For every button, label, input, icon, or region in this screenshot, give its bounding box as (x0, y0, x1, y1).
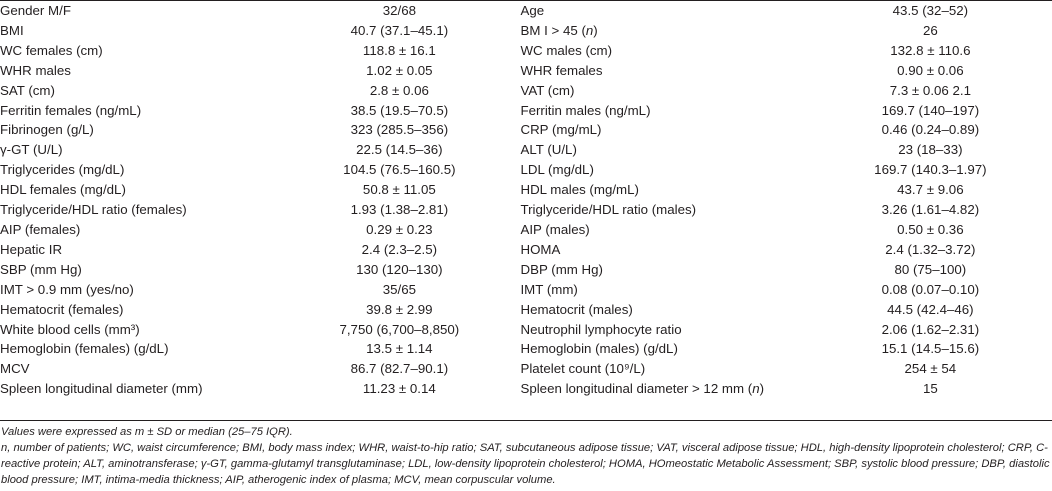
left-label: Fibrinogen (g/L) (0, 122, 94, 138)
left-label: Spleen longitudinal diameter (mm) (0, 381, 203, 397)
left-value: 22.5 (14.5–36) (356, 142, 443, 158)
right-label: WC males (cm) (520, 42, 613, 58)
left-value: 38.5 (19.5–70.5) (350, 102, 449, 118)
characteristics-table (0, 1, 1052, 399)
left-label: Ferritin females (ng/mL) (0, 102, 142, 118)
left-label: Triglyceride/HDL ratio (females) (0, 202, 187, 218)
table-body (0, 1, 1052, 399)
left-label: Hemoglobin (females) (g/dL) (0, 341, 169, 357)
right-value: 169.7 (140.3–1.97) (874, 162, 987, 178)
table-row (0, 120, 1052, 140)
left-label: MCV (0, 361, 30, 377)
table-row (0, 81, 1052, 101)
right-value: 15.1 (14.5–15.6) (881, 341, 980, 357)
left-value: 130 (120–130) (356, 261, 443, 277)
right-value: 43.7 ± 9.06 (897, 182, 964, 198)
right-label: IMT (mm) (520, 281, 578, 297)
right-label: Platelet count (10⁹/L) (520, 361, 646, 377)
left-label: HDL females (mg/dL) (0, 182, 126, 198)
right-value: 169.7 (140–197) (881, 102, 980, 118)
table-footnotes (1, 424, 1050, 488)
left-value: 50.8 ± 11.05 (362, 182, 436, 198)
right-value: 0.50 ± 0.36 (897, 221, 964, 237)
table-row (0, 320, 1052, 340)
table-row (0, 101, 1052, 121)
left-value: 86.7 (82.7–90.1) (350, 361, 449, 377)
left-label: AIP (females) (0, 221, 81, 237)
right-value: 254 ± 54 (904, 361, 957, 377)
right-label: BM I > 45 (n) (520, 22, 598, 38)
left-value: 35/65 (382, 281, 416, 297)
left-label: SBP (mm Hg) (0, 261, 82, 277)
left-value: 118.8 ± 16.1 (362, 42, 436, 58)
table-row (0, 41, 1052, 61)
right-label: Triglyceride/HDL ratio (males) (520, 202, 697, 218)
left-label: White blood cells (mm³) (0, 321, 140, 337)
right-label: ALT (U/L) (520, 142, 577, 158)
left-label: Hepatic IR (0, 241, 63, 257)
left-value: 39.8 ± 2.99 (366, 301, 433, 317)
left-label: SAT (cm) (0, 82, 55, 98)
left-label: IMT > 0.9 mm (yes/no) (0, 281, 134, 297)
left-label: WC females (cm) (0, 42, 103, 58)
right-value: 7.3 ± 0.06 2.1 (889, 82, 971, 98)
right-value: 0.08 (0.07–0.10) (881, 281, 980, 297)
left-value: 2.8 ± 0.06 (369, 82, 429, 98)
table-row (0, 1, 1052, 21)
right-label: HDL males (mg/mL) (520, 182, 639, 198)
bottom-rule (0, 420, 1052, 421)
left-value: 13.5 ± 1.14 (366, 341, 433, 357)
right-label: Neutrophil lymphocyte ratio (520, 321, 682, 337)
table-row (0, 200, 1052, 220)
table-row (0, 240, 1052, 260)
right-label: WHR females (520, 62, 603, 78)
table-row (0, 339, 1052, 359)
left-value: 0.29 ± 0.23 (366, 221, 433, 237)
right-label: Hematocrit (males) (520, 301, 633, 317)
table-row (0, 61, 1052, 81)
right-label: HOMA (520, 241, 561, 257)
left-value: 2.4 (2.3–2.5) (361, 241, 438, 257)
footnote-values: Values were expressed as m ± SD or median (25–75 IQR). (1, 426, 293, 438)
table-row (0, 359, 1052, 379)
left-value: 104.5 (76.5–160.5) (343, 162, 456, 178)
right-value: 23 (18–33) (898, 142, 963, 158)
left-label: γ-GT (U/L) (0, 142, 63, 158)
table-row (0, 280, 1052, 300)
table-row (0, 260, 1052, 280)
right-value: 0.46 (0.24–0.89) (881, 122, 980, 138)
right-value: 80 (75–100) (894, 261, 967, 277)
left-value: 7,750 (6,700–8,850) (339, 321, 460, 337)
right-label: Age (520, 3, 545, 18)
right-value: 15 (922, 381, 938, 397)
left-label: Gender M/F (0, 3, 71, 18)
left-label: BMI (0, 22, 24, 38)
right-value: 2.4 (1.32–3.72) (885, 241, 976, 257)
right-label: VAT (cm) (520, 82, 575, 98)
left-label: WHR males (0, 62, 71, 78)
table-row (0, 300, 1052, 320)
table-row (0, 21, 1052, 41)
right-label: Spleen longitudinal diameter > 12 mm (n) (520, 381, 765, 397)
right-value: 44.5 (42.4–46) (887, 301, 974, 317)
table-row (0, 160, 1052, 180)
right-label: Ferritin males (ng/mL) (520, 102, 651, 118)
right-value: 0.90 ± 0.06 (897, 62, 964, 78)
footnote-abbreviations: n, number of patients; WC, waist circumference; BMI, body mass index; WHR, waist-to-hip ratio; SAT, subcutaneous adipose tissue; VAT, visceral adipose tissue; HDL, high-density lipoprotein cholesterol; CRP, C-reactive protein; ALT, aminotransferase; γ-GT, gamma-glutamyl transglutaminase; LDL, low-density lipoprotein cholesterol; HOMA, HOmeostatic Metabolic Assessment; SBP, systolic blood pressure; DBP, diastolic blood pressure; IMT, intima-media thickness; AIP, atherogenic index of plasma; MCV, mean corpuscular volume. (1, 442, 1050, 487)
left-value: 11.23 ± 0.14 (362, 381, 436, 397)
right-label: LDL (mg/dL) (520, 162, 594, 178)
left-value: 1.93 (1.38–2.81) (350, 202, 449, 218)
left-label: Triglycerides (mg/dL) (0, 162, 125, 178)
right-label: AIP (males) (520, 221, 590, 237)
right-value: 2.06 (1.62–2.31) (881, 321, 980, 337)
right-label: CRP (mg/mL) (520, 122, 602, 138)
left-value: 1.02 ± 0.05 (366, 62, 433, 78)
right-label: DBP (mm Hg) (520, 261, 603, 277)
table-row (0, 220, 1052, 240)
table-row (0, 180, 1052, 200)
right-value: 132.8 ± 110.6 (890, 42, 971, 58)
table-row (0, 140, 1052, 160)
table-row (0, 379, 1052, 399)
left-value: 40.7 (37.1–45.1) (350, 22, 449, 38)
right-label: Hemoglobin (males) (g/dL) (520, 341, 678, 357)
right-value: 43.5 (32–52) (892, 3, 969, 18)
left-value: 32/68 (382, 3, 416, 18)
right-value: 26 (922, 22, 938, 38)
left-label: Hematocrit (females) (0, 301, 124, 317)
right-value: 3.26 (1.61–4.82) (881, 202, 980, 218)
left-value: 323 (285.5–356) (350, 122, 449, 138)
